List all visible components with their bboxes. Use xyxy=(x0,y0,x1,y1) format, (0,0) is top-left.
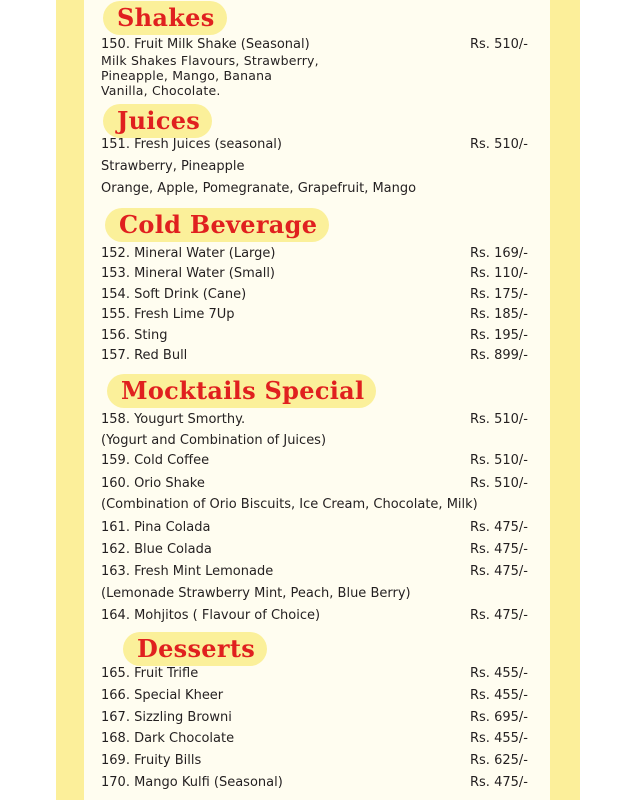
menu-item-name: 154. Soft Drink (Cane) xyxy=(101,287,247,302)
menu-item-price: Rs. 510/- xyxy=(470,476,528,491)
menu-item-price: Rs. 475/- xyxy=(470,564,528,579)
menu-item-name: 166. Special Kheer xyxy=(101,688,224,703)
menu-item-price: Rs. 475/- xyxy=(470,542,528,557)
menu-item-price: Rs. 110/- xyxy=(470,266,528,281)
section-title-juices: Juices xyxy=(103,104,212,138)
menu-item-note: (Combination of Orio Biscuits, Ice Cream, Chocolate, Milk) xyxy=(101,497,478,512)
menu-item-price: Rs. 169/- xyxy=(470,246,528,261)
menu-item-name: 170. Mango Kulfi (Seasonal) xyxy=(101,775,283,790)
menu-item-name: 151. Fresh Juices (seasonal) xyxy=(101,137,282,152)
menu-item-note: (Lemonade Strawberry Mint, Peach, Blue Berry) xyxy=(101,586,411,601)
menu-item-note: Strawberry, Pineapple xyxy=(101,159,245,174)
section-title-shakes: Shakes xyxy=(103,1,227,35)
menu-item-note: Milk Shakes Flavours, Strawberry, xyxy=(101,53,319,68)
menu-item-name: 158. Yougurt Smorthy. xyxy=(101,412,246,427)
menu-item-name: 152. Mineral Water (Large) xyxy=(101,246,276,261)
menu-item-note: Vanilla, Chocolate. xyxy=(101,83,221,98)
menu-item-price: Rs. 455/- xyxy=(470,688,528,703)
menu-item-price: Rs. 455/- xyxy=(470,666,528,681)
menu-item-name: 163. Fresh Mint Lemonade xyxy=(101,564,274,579)
menu-item-name: 159. Cold Coffee xyxy=(101,453,210,468)
menu-item-name: 160. Orio Shake xyxy=(101,476,205,491)
menu-item-name: 168. Dark Chocolate xyxy=(101,731,235,746)
menu-item-name: 164. Mohjitos ( Flavour of Choice) xyxy=(101,608,321,623)
menu-item-name: 153. Mineral Water (Small) xyxy=(101,266,276,281)
menu-item-price: Rs. 475/- xyxy=(470,608,528,623)
menu-item-name: 155. Fresh Lime 7Up xyxy=(101,307,235,322)
menu-item-name: 165. Fruit Trifle xyxy=(101,666,199,681)
menu-item-price: Rs. 475/- xyxy=(470,520,528,535)
menu-item-name: 157. Red Bull xyxy=(101,348,188,363)
menu-item-name: 150. Fruit Milk Shake (Seasonal) xyxy=(101,37,310,52)
section-title-cold-beverage: Cold Beverage xyxy=(105,208,329,242)
menu-item-name: 167. Sizzling Browni xyxy=(101,710,232,725)
menu-item-price: Rs. 695/- xyxy=(470,710,528,725)
menu-item-name: 156. Sting xyxy=(101,328,168,343)
menu-item-note: Orange, Apple, Pomegranate, Grapefruit, Mango xyxy=(101,181,417,196)
menu-item-price: Rs. 510/- xyxy=(470,412,528,427)
menu-item-price: Rs. 625/- xyxy=(470,753,528,768)
menu-item-name: 162. Blue Colada xyxy=(101,542,212,557)
menu-item-price: Rs. 510/- xyxy=(470,137,528,152)
menu-item-price: Rs. 475/- xyxy=(470,775,528,790)
menu-item-price: Rs. 510/- xyxy=(470,37,528,52)
menu-item-price: Rs. 185/- xyxy=(470,307,528,322)
menu-item-price: Rs. 455/- xyxy=(470,731,528,746)
menu-item-price: Rs. 175/- xyxy=(470,287,528,302)
menu-item-price: Rs. 510/- xyxy=(470,453,528,468)
menu-item-note: Pineapple, Mango, Banana xyxy=(101,68,273,83)
menu-item-name: 161. Pina Colada xyxy=(101,520,211,535)
menu-item-price: Rs. 195/- xyxy=(470,328,528,343)
section-title-mocktails-special: Mocktails Special xyxy=(107,374,376,408)
menu-item-price: Rs. 899/- xyxy=(470,348,528,363)
section-title-desserts: Desserts xyxy=(123,632,267,666)
menu-item-note: (Yogurt and Combination of Juices) xyxy=(101,433,327,448)
menu-item-name: 169. Fruity Bills xyxy=(101,753,202,768)
